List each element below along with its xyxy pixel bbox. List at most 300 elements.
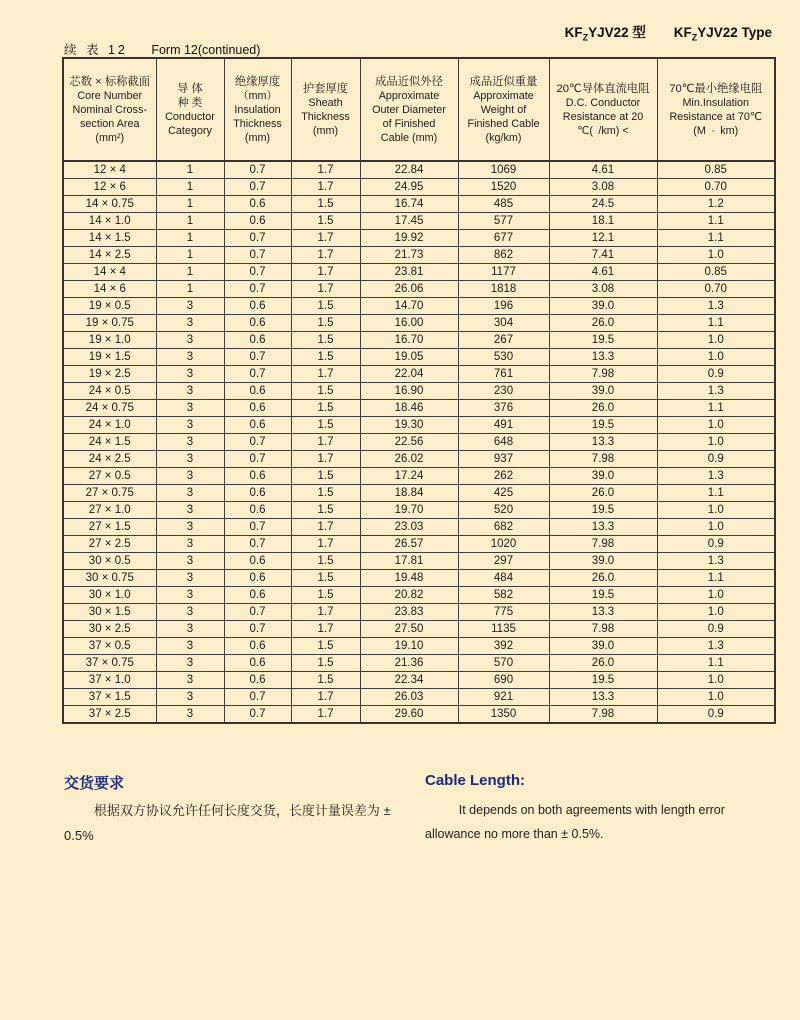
table-row bbox=[63, 570, 775, 587]
column-header-line: 种 类 bbox=[177, 96, 203, 109]
table-row bbox=[63, 366, 775, 383]
table-cell: 0.7 bbox=[224, 621, 291, 638]
table-cell: 3 bbox=[156, 315, 224, 332]
table-cell: 921 bbox=[458, 689, 549, 706]
table-cell: 1.7 bbox=[291, 434, 360, 451]
table-row bbox=[63, 383, 775, 400]
table-cell: 376 bbox=[458, 400, 549, 417]
table-cell: 1 bbox=[156, 230, 224, 247]
table-cell: 1.5 bbox=[291, 553, 360, 570]
table-cell: 1.5 bbox=[291, 298, 360, 315]
table-cell: 3 bbox=[156, 587, 224, 604]
table-cell: 13.3 bbox=[549, 604, 657, 621]
table-cell: 7.98 bbox=[549, 536, 657, 553]
table-cell: 0.6 bbox=[224, 400, 291, 417]
table-cell: 27 × 1.0 bbox=[63, 502, 156, 519]
column-header bbox=[360, 58, 458, 161]
table-cell: 14 × 1.0 bbox=[63, 213, 156, 230]
table-row bbox=[63, 638, 775, 655]
table-cell: 0.7 bbox=[224, 536, 291, 553]
table-cell: 1.1 bbox=[657, 570, 775, 587]
table-cell: 0.7 bbox=[224, 451, 291, 468]
table-cell: 18.1 bbox=[549, 213, 657, 230]
table-cell: 1.0 bbox=[657, 417, 775, 434]
table-cell: 1.3 bbox=[657, 553, 775, 570]
table-cell: 530 bbox=[458, 349, 549, 366]
table-cell: 1 bbox=[156, 161, 224, 179]
table-cell: 1.0 bbox=[657, 519, 775, 536]
table-cell: 1350 bbox=[458, 706, 549, 724]
table-cell: 1.7 bbox=[291, 536, 360, 553]
table-cell: 3.08 bbox=[549, 281, 657, 298]
column-header-line: 20℃导体直流电阻 bbox=[556, 82, 650, 95]
table-cell: 23.81 bbox=[360, 264, 458, 281]
table-cell: 13.3 bbox=[549, 349, 657, 366]
table-cell: 1.5 bbox=[291, 417, 360, 434]
table-cell: 1.5 bbox=[291, 502, 360, 519]
table-cell: 19.5 bbox=[549, 672, 657, 689]
table-cell: 0.7 bbox=[224, 264, 291, 281]
table-cell: 1.5 bbox=[291, 570, 360, 587]
column-header-line: 70℃最小绝缘电阻 bbox=[669, 82, 763, 95]
table-cell: 37 × 0.75 bbox=[63, 655, 156, 672]
column-header-line: Cable (mm) bbox=[380, 131, 438, 144]
table-cell: 19.30 bbox=[360, 417, 458, 434]
column-header-line: Resistance at 20 bbox=[562, 110, 644, 123]
table-cell: 19 × 2.5 bbox=[63, 366, 156, 383]
table-cell: 1.5 bbox=[291, 655, 360, 672]
table-cell: 13.3 bbox=[549, 689, 657, 706]
table-row bbox=[63, 161, 775, 179]
table-cell: 0.7 bbox=[224, 161, 291, 179]
table-cell: 0.7 bbox=[224, 706, 291, 724]
table-row bbox=[63, 434, 775, 451]
table-cell: 1.5 bbox=[291, 196, 360, 213]
table-cell: 297 bbox=[458, 553, 549, 570]
table-cell: 39.0 bbox=[549, 553, 657, 570]
table-cell: 39.0 bbox=[549, 638, 657, 655]
table-cell: 1.2 bbox=[657, 196, 775, 213]
table-cell: 7.41 bbox=[549, 247, 657, 264]
table-cell: 19.5 bbox=[549, 502, 657, 519]
table-cell: 0.7 bbox=[224, 434, 291, 451]
table-cell: 0.7 bbox=[224, 689, 291, 706]
table-cell: 0.6 bbox=[224, 587, 291, 604]
table-cell: 1.7 bbox=[291, 264, 360, 281]
table-row bbox=[63, 451, 775, 468]
table-cell: 1.5 bbox=[291, 638, 360, 655]
table-cell: 3 bbox=[156, 519, 224, 536]
table-row bbox=[63, 247, 775, 264]
table-cell: 12 × 6 bbox=[63, 179, 156, 196]
model-title-en: $KF_ZYJV22$ Type bbox=[673, 25, 772, 43]
model-title-cn: $KF_ZYJV22$ 型 bbox=[564, 25, 646, 43]
table-cell: 1.7 bbox=[291, 247, 360, 264]
table-cell: 577 bbox=[458, 213, 549, 230]
table-cell: 19 × 0.5 bbox=[63, 298, 156, 315]
table-cell: 4.61 bbox=[549, 264, 657, 281]
table-cell: 230 bbox=[458, 383, 549, 400]
cable-length-text: It depends on both agreements with length error allowance no more than ± 0.5%. bbox=[425, 803, 725, 842]
column-header-line: Approximate bbox=[378, 89, 440, 102]
table-cell: 1.1 bbox=[657, 315, 775, 332]
table-cell: 39.0 bbox=[549, 383, 657, 400]
table-cell: 24.5 bbox=[549, 196, 657, 213]
table-cell: 0.9 bbox=[657, 536, 775, 553]
table-cell: 1.7 bbox=[291, 230, 360, 247]
table-cell: 17.45 bbox=[360, 213, 458, 230]
table-cell: 3 bbox=[156, 468, 224, 485]
table-cell: 24.95 bbox=[360, 179, 458, 196]
table-cell: 19.92 bbox=[360, 230, 458, 247]
table-row bbox=[63, 519, 775, 536]
table-cell: 39.0 bbox=[549, 468, 657, 485]
column-header-line: Core Number bbox=[77, 89, 143, 102]
column-header bbox=[657, 58, 775, 161]
table-cell: 18.46 bbox=[360, 400, 458, 417]
table-cell: 0.9 bbox=[657, 706, 775, 724]
column-header-line: Thickness bbox=[233, 117, 282, 130]
table-cell: 3 bbox=[156, 332, 224, 349]
column-header-line: Conductor bbox=[165, 110, 215, 123]
delivery-requirements-text: 根据双方协议允许任何长度交货，长度计量误差为 ± 0.5% bbox=[64, 803, 391, 844]
table-cell: 14.70 bbox=[360, 298, 458, 315]
column-header-line: Finished Cable bbox=[467, 117, 540, 130]
table-cell: 26.03 bbox=[360, 689, 458, 706]
column-header-line: (mm) bbox=[244, 131, 271, 144]
table-cell: 1020 bbox=[458, 536, 549, 553]
table-cell: 0.70 bbox=[657, 281, 775, 298]
table-cell: 425 bbox=[458, 485, 549, 502]
table-cell: 0.7 bbox=[224, 366, 291, 383]
table-cell: 1.7 bbox=[291, 621, 360, 638]
table-cell: 7.98 bbox=[549, 451, 657, 468]
table-cell: 21.36 bbox=[360, 655, 458, 672]
column-header-line: (mm²) bbox=[95, 131, 125, 144]
table-cell: 27 × 1.5 bbox=[63, 519, 156, 536]
table-cell: 37 × 0.5 bbox=[63, 638, 156, 655]
table-cell: 1135 bbox=[458, 621, 549, 638]
table-cell: 262 bbox=[458, 468, 549, 485]
table-cell: 30 × 1.0 bbox=[63, 587, 156, 604]
table-cell: 0.9 bbox=[657, 451, 775, 468]
table-cell: 12.1 bbox=[549, 230, 657, 247]
table-cell: 24 × 1.0 bbox=[63, 417, 156, 434]
table-cell: 7.98 bbox=[549, 621, 657, 638]
table-row bbox=[63, 417, 775, 434]
table-row bbox=[63, 349, 775, 366]
column-header-line: section Area bbox=[80, 117, 140, 130]
column-header bbox=[156, 58, 224, 161]
table-cell: 1.0 bbox=[657, 689, 775, 706]
table-cell: 30 × 2.5 bbox=[63, 621, 156, 638]
table-cell: 1.0 bbox=[657, 672, 775, 689]
table-cell: 0.70 bbox=[657, 179, 775, 196]
delivery-requirements-heading: 交货要求 bbox=[64, 775, 125, 792]
column-header bbox=[458, 58, 549, 161]
table-cell: 1.0 bbox=[657, 587, 775, 604]
table-cell: 1 bbox=[156, 179, 224, 196]
table-cell: 0.6 bbox=[224, 417, 291, 434]
table-cell: 0.7 bbox=[224, 230, 291, 247]
column-header-line: 导 体 bbox=[177, 82, 203, 95]
table-cell: 1 bbox=[156, 247, 224, 264]
table-cell: 26.0 bbox=[549, 315, 657, 332]
table-cell: 17.24 bbox=[360, 468, 458, 485]
table-row bbox=[63, 485, 775, 502]
table-row bbox=[63, 655, 775, 672]
table-cell: 0.6 bbox=[224, 638, 291, 655]
table-cell: 1.0 bbox=[657, 502, 775, 519]
table-row bbox=[63, 179, 775, 196]
table-cell: 3 bbox=[156, 570, 224, 587]
table-cell: 13.3 bbox=[549, 519, 657, 536]
table-cell: 22.56 bbox=[360, 434, 458, 451]
column-header bbox=[63, 58, 156, 161]
table-cell: 1.1 bbox=[657, 213, 775, 230]
table-cell: 1.7 bbox=[291, 281, 360, 298]
table-cell: 27 × 0.75 bbox=[63, 485, 156, 502]
table-row bbox=[63, 621, 775, 638]
table-cell: 1.7 bbox=[291, 179, 360, 196]
table-cell: 3 bbox=[156, 655, 224, 672]
table-cell: 1.7 bbox=[291, 451, 360, 468]
table-cell: 12 × 4 bbox=[63, 161, 156, 179]
table-caption-en: Form 12(continued) bbox=[151, 43, 261, 57]
table-cell: 1.3 bbox=[657, 638, 775, 655]
table-cell: 570 bbox=[458, 655, 549, 672]
table-cell: 19.70 bbox=[360, 502, 458, 519]
table-cell: 0.85 bbox=[657, 264, 775, 281]
table-row bbox=[63, 400, 775, 417]
column-header-line: Resistance at 70℃ bbox=[669, 110, 763, 123]
table-cell: 3 bbox=[156, 689, 224, 706]
table-cell: 26.0 bbox=[549, 485, 657, 502]
column-header-line: of Finished bbox=[382, 117, 436, 130]
table-cell: 18.84 bbox=[360, 485, 458, 502]
table-cell: 1 bbox=[156, 213, 224, 230]
table-caption bbox=[64, 40, 260, 58]
column-header-line: Approximate bbox=[473, 89, 534, 102]
table-row bbox=[63, 213, 775, 230]
table-cell: 0.9 bbox=[657, 621, 775, 638]
table-cell: 1.5 bbox=[291, 468, 360, 485]
column-header-line: ℃( /km) < bbox=[577, 124, 629, 137]
table-row bbox=[63, 264, 775, 281]
model-title bbox=[565, 21, 772, 41]
table-cell: 19.5 bbox=[549, 332, 657, 349]
table-cell: 3 bbox=[156, 502, 224, 519]
table-cell: 3 bbox=[156, 451, 224, 468]
table-cell: 19.5 bbox=[549, 587, 657, 604]
column-header-line: Insulation bbox=[234, 103, 281, 116]
table-cell: 3 bbox=[156, 349, 224, 366]
table-cell: 39.0 bbox=[549, 298, 657, 315]
table-cell: 3 bbox=[156, 536, 224, 553]
table-cell: 1.7 bbox=[291, 161, 360, 179]
table-cell: 0.7 bbox=[224, 349, 291, 366]
table-cell: 37 × 2.5 bbox=[63, 706, 156, 724]
table-cell: 1.0 bbox=[657, 604, 775, 621]
table-cell: 0.6 bbox=[224, 383, 291, 400]
table-cell: 0.7 bbox=[224, 604, 291, 621]
table-cell: 19.10 bbox=[360, 638, 458, 655]
column-header-line: （mm） bbox=[237, 89, 278, 102]
table-cell: 3 bbox=[156, 383, 224, 400]
table-cell: 16.00 bbox=[360, 315, 458, 332]
table-cell: 582 bbox=[458, 587, 549, 604]
table-cell: 20.82 bbox=[360, 587, 458, 604]
table-cell: 30 × 0.5 bbox=[63, 553, 156, 570]
table-cell: 1.0 bbox=[657, 247, 775, 264]
table-cell: 0.6 bbox=[224, 553, 291, 570]
table-row bbox=[63, 502, 775, 519]
table-row bbox=[63, 706, 775, 724]
column-header-line: 成品近似外径 bbox=[375, 75, 443, 88]
table-cell: 520 bbox=[458, 502, 549, 519]
table-row bbox=[63, 298, 775, 315]
table-cell: 1.7 bbox=[291, 366, 360, 383]
table-cell: 0.6 bbox=[224, 485, 291, 502]
table-cell: 1.5 bbox=[291, 485, 360, 502]
table-cell: 7.98 bbox=[549, 706, 657, 724]
table-cell: 775 bbox=[458, 604, 549, 621]
table-cell: 1.7 bbox=[291, 689, 360, 706]
table-cell: 3 bbox=[156, 672, 224, 689]
table-row bbox=[63, 468, 775, 485]
table-cell: 1.5 bbox=[291, 315, 360, 332]
column-header bbox=[549, 58, 657, 161]
column-header-line: (mm) bbox=[312, 124, 339, 137]
table-row bbox=[63, 332, 775, 349]
table-cell: 0.6 bbox=[224, 672, 291, 689]
table-cell: 392 bbox=[458, 638, 549, 655]
table-cell: 26.0 bbox=[549, 570, 657, 587]
table-cell: 26.06 bbox=[360, 281, 458, 298]
table-cell: 1818 bbox=[458, 281, 549, 298]
column-header-line: (kg/km) bbox=[485, 131, 522, 144]
table-cell: 17.81 bbox=[360, 553, 458, 570]
table-cell: 26.57 bbox=[360, 536, 458, 553]
table-cell: 23.03 bbox=[360, 519, 458, 536]
table-cell: 27 × 2.5 bbox=[63, 536, 156, 553]
column-header-line: (M · km) bbox=[693, 124, 739, 137]
table-row bbox=[63, 536, 775, 553]
table-cell: 26.0 bbox=[549, 655, 657, 672]
table-cell: 0.9 bbox=[657, 366, 775, 383]
table-cell: 7.98 bbox=[549, 366, 657, 383]
table-row bbox=[63, 230, 775, 247]
table-cell: 491 bbox=[458, 417, 549, 434]
table-cell: 267 bbox=[458, 332, 549, 349]
table-cell: 14 × 2.5 bbox=[63, 247, 156, 264]
table-cell: 1.5 bbox=[291, 349, 360, 366]
column-header-line: 芯数 × 标称截面 bbox=[69, 75, 151, 88]
table-cell: 1.3 bbox=[657, 298, 775, 315]
table-cell: 1.0 bbox=[657, 332, 775, 349]
table-cell: 3 bbox=[156, 434, 224, 451]
table-cell: 1.5 bbox=[291, 332, 360, 349]
table-cell: 3.08 bbox=[549, 179, 657, 196]
table-row bbox=[63, 604, 775, 621]
table-cell: 1.7 bbox=[291, 519, 360, 536]
table-cell: 1.0 bbox=[657, 349, 775, 366]
table-cell: 0.7 bbox=[224, 281, 291, 298]
table-cell: 682 bbox=[458, 519, 549, 536]
table-cell: 19.05 bbox=[360, 349, 458, 366]
table-cell: 3 bbox=[156, 485, 224, 502]
table-cell: 196 bbox=[458, 298, 549, 315]
table-cell: 14 × 6 bbox=[63, 281, 156, 298]
table-cell: 3 bbox=[156, 553, 224, 570]
table-row bbox=[63, 315, 775, 332]
table-cell: 1.5 bbox=[291, 400, 360, 417]
column-header-line: 护套厚度 bbox=[302, 82, 349, 95]
table-cell: 3 bbox=[156, 417, 224, 434]
table-cell: 0.6 bbox=[224, 315, 291, 332]
table-cell: 0.6 bbox=[224, 332, 291, 349]
table-row bbox=[63, 672, 775, 689]
table-cell: 1.1 bbox=[657, 655, 775, 672]
table-cell: 24 × 1.5 bbox=[63, 434, 156, 451]
table-row bbox=[63, 196, 775, 213]
table-cell: 24 × 0.75 bbox=[63, 400, 156, 417]
column-header-line: Category bbox=[168, 124, 212, 137]
table-cell: 19.48 bbox=[360, 570, 458, 587]
spec-table-body bbox=[63, 161, 775, 723]
table-row bbox=[63, 553, 775, 570]
column-header-line: Weight of bbox=[480, 103, 527, 116]
table-cell: 1.7 bbox=[291, 604, 360, 621]
table-cell: 1.3 bbox=[657, 383, 775, 400]
table-cell: 22.04 bbox=[360, 366, 458, 383]
table-cell: 937 bbox=[458, 451, 549, 468]
column-header-line: Nominal Cross- bbox=[72, 103, 147, 116]
table-cell: 0.6 bbox=[224, 468, 291, 485]
table-cell: 862 bbox=[458, 247, 549, 264]
table-cell: 3 bbox=[156, 638, 224, 655]
table-cell: 3 bbox=[156, 366, 224, 383]
table-cell: 14 × 1.5 bbox=[63, 230, 156, 247]
table-cell: 677 bbox=[458, 230, 549, 247]
table-cell: 484 bbox=[458, 570, 549, 587]
column-header bbox=[224, 58, 291, 161]
table-cell: 19 × 0.75 bbox=[63, 315, 156, 332]
table-cell: 1069 bbox=[458, 161, 549, 179]
table-row bbox=[63, 281, 775, 298]
table-cell: 0.6 bbox=[224, 655, 291, 672]
table-cell: 1.3 bbox=[657, 468, 775, 485]
table-cell: 1 bbox=[156, 281, 224, 298]
column-header-line: 成品近似重量 bbox=[469, 75, 538, 88]
table-cell: 22.34 bbox=[360, 672, 458, 689]
table-cell: 23.83 bbox=[360, 604, 458, 621]
table-cell: 690 bbox=[458, 672, 549, 689]
table-cell: 0.6 bbox=[224, 502, 291, 519]
table-cell: 0.7 bbox=[224, 519, 291, 536]
table-cell: 1.1 bbox=[657, 485, 775, 502]
column-header-line: Min.Insulation bbox=[682, 96, 750, 109]
table-cell: 0.6 bbox=[224, 196, 291, 213]
table-cell: 0.6 bbox=[224, 570, 291, 587]
table-cell: 1 bbox=[156, 196, 224, 213]
table-cell: 27.50 bbox=[360, 621, 458, 638]
cable-length-heading: Cable Length: bbox=[425, 772, 525, 789]
table-cell: 16.74 bbox=[360, 196, 458, 213]
table-cell: 0.6 bbox=[224, 298, 291, 315]
table-cell: 37 × 1.5 bbox=[63, 689, 156, 706]
table-cell: 3 bbox=[156, 604, 224, 621]
